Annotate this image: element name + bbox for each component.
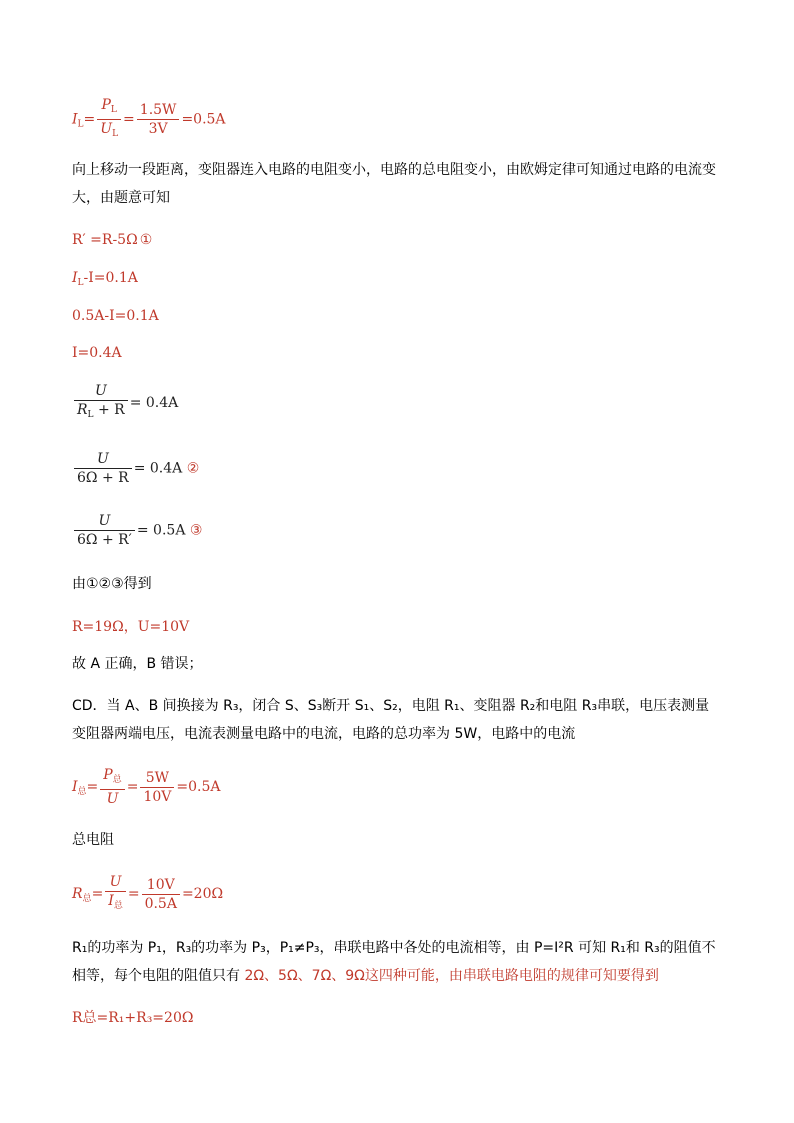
paragraph-power bbox=[72, 934, 722, 990]
numerator: U bbox=[98, 513, 111, 529]
rhs: = 0.4A bbox=[129, 395, 179, 411]
equation-il-minus-i bbox=[72, 268, 138, 293]
fraction bbox=[74, 382, 128, 424]
numerator: 5W bbox=[140, 769, 174, 788]
equals: = bbox=[83, 111, 96, 128]
denominator: 0.5A bbox=[144, 895, 177, 912]
paragraph-explanation: 向上移动一段距离，变阻器连入电路的电阻变小，电路的总电阻变小，由欧姆定律可知通过电路的电流变大，由题意可知 bbox=[72, 162, 716, 206]
label-total-resistance: 总电阻 bbox=[72, 832, 114, 848]
equation-fraction-2 bbox=[72, 450, 199, 487]
fraction-values bbox=[140, 769, 174, 806]
equation-fraction-1 bbox=[72, 382, 178, 424]
conclusion-text: 故 A 正确，B 错误； bbox=[72, 656, 203, 672]
equation-total-resistance: $R_总=$ $\frac{U}{I_总}$ = $\frac{10V}{0.5A}$ =20Ω bbox=[72, 873, 223, 915]
equation-r-prime bbox=[72, 230, 152, 250]
equals: = bbox=[123, 111, 135, 128]
subscript: 总 bbox=[112, 775, 122, 785]
denominator: 10V bbox=[143, 788, 172, 805]
equation-i-value: I=0.4A bbox=[72, 345, 122, 361]
equation-rest: -I=0.1A bbox=[83, 270, 138, 286]
fraction bbox=[74, 450, 132, 487]
denominator: 6Ω + R bbox=[77, 470, 129, 486]
equation-fraction-3 bbox=[72, 512, 202, 549]
fraction-p-u bbox=[100, 766, 124, 808]
symbol-i: I bbox=[72, 270, 78, 286]
paragraph-power-text: R₁的功率为 P₁，R₃的功率为 P₃，P₁≠P₃，串联电路中各处的电流相等，由 P=I²R 可知 R₁和 R₃的阻值不相等，每个电阻的阻值只有 bbox=[72, 940, 716, 984]
equation-resistance-sum: R总=R₁+R₃=20Ω bbox=[72, 1010, 194, 1026]
denominator: 3V bbox=[148, 121, 168, 137]
result: =0.5A bbox=[181, 111, 226, 128]
equation-text: R′ =R-5Ω bbox=[72, 232, 138, 248]
subscript: 总 bbox=[113, 901, 123, 911]
numerator: 10V bbox=[142, 876, 180, 895]
symbol-i: I bbox=[72, 779, 78, 795]
denominator-r: R bbox=[77, 402, 88, 418]
subscript: L bbox=[77, 119, 84, 130]
fraction-values bbox=[142, 876, 180, 913]
paragraph-cd: CD．当 A、B 间换接为 R₃，闭合 S、S₃断开 S₁、S₂，电阻 R₁、变阻器 R₂和电阻 R₃串联，电压表测量变阻器两端电压，电流表测量电路中的电流，电路的总功率为 5W，电路中的电流 bbox=[72, 698, 710, 742]
fraction-u-i bbox=[105, 873, 126, 915]
fraction bbox=[74, 512, 135, 549]
numerator: 1.5W bbox=[137, 101, 180, 120]
denominator: U bbox=[100, 121, 113, 137]
symbol-r: R bbox=[72, 886, 83, 902]
result-values: R=19Ω，U=10V bbox=[72, 619, 190, 635]
equation-05-minus-i: 0.5A-I=0.1A bbox=[72, 308, 159, 324]
subscript: L bbox=[77, 278, 84, 288]
numerator: U bbox=[109, 874, 122, 890]
fraction-values bbox=[137, 101, 180, 138]
rhs: = 0.5A bbox=[136, 522, 186, 539]
paragraph-power-red-text: 2Ω、5Ω、7Ω、9Ω这四种可能，由串联电路电阻的规律可知要得到 bbox=[244, 968, 659, 984]
equation-total-current: $I_总=$ $\frac{P_总}{U}$ = $\frac{5W}{10V}$ =0.5A bbox=[72, 767, 221, 807]
subscript: L bbox=[110, 105, 117, 115]
result: =20Ω bbox=[181, 886, 224, 902]
denominator-rest: + R bbox=[93, 402, 125, 418]
subscript: L bbox=[112, 129, 119, 139]
numerator: U bbox=[94, 383, 107, 399]
subscript: 总 bbox=[82, 894, 92, 904]
symbol-i: I bbox=[72, 111, 78, 128]
marker-2: ② bbox=[186, 460, 200, 477]
marker-3: ③ bbox=[189, 522, 203, 539]
denominator: U bbox=[106, 791, 119, 807]
marker-1: ① bbox=[139, 232, 153, 248]
deduce-text: 由①②③得到 bbox=[72, 576, 152, 592]
subscript: L bbox=[87, 410, 94, 420]
denominator: 6Ω + R′ bbox=[77, 532, 132, 548]
rhs: = 0.4A bbox=[133, 460, 183, 477]
numerator: P bbox=[101, 97, 111, 113]
subscript: 总 bbox=[77, 787, 87, 797]
numerator: P bbox=[103, 767, 113, 783]
fraction-pl-ul bbox=[97, 96, 121, 143]
equation-current-lamp bbox=[72, 96, 226, 143]
numerator: U bbox=[96, 451, 109, 467]
result: =0.5A bbox=[176, 779, 221, 795]
denominator: I bbox=[108, 893, 114, 909]
